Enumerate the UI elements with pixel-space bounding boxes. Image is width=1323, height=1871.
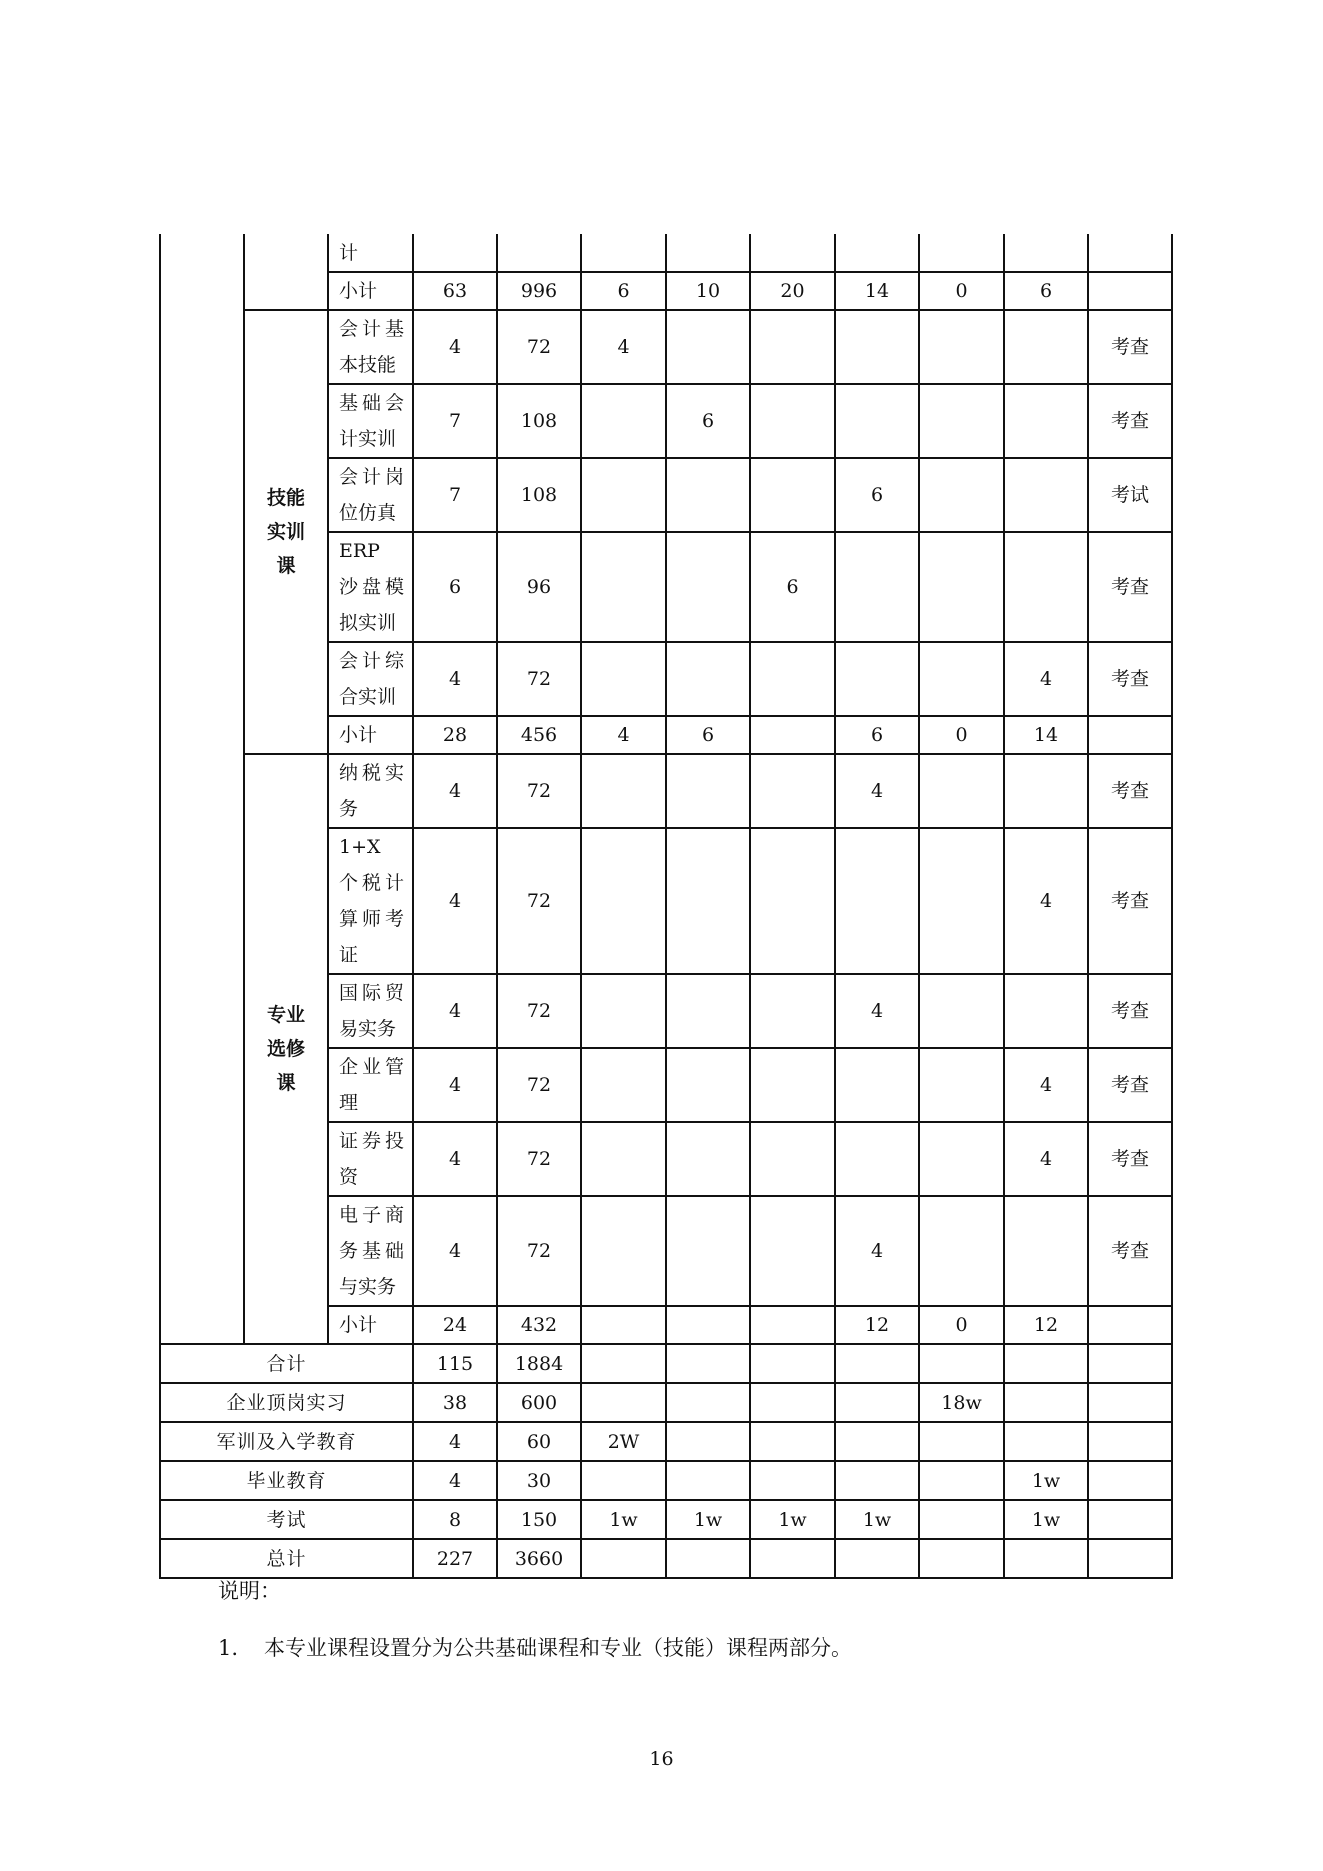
semester-1-cell: 6	[581, 272, 666, 310]
semester-3-cell	[750, 384, 835, 458]
summary-row	[160, 1500, 1172, 1539]
curriculum-table	[159, 234, 1173, 1579]
semester-1-cell	[581, 1306, 666, 1344]
semester-1-cell	[581, 642, 666, 716]
semester-4-cell: 4	[835, 974, 919, 1048]
hours-cell: 108	[497, 384, 581, 458]
credits-cell: 4	[413, 1422, 497, 1461]
credits-cell: 4	[413, 828, 497, 974]
category-cell-continued	[244, 234, 328, 310]
hours-cell: 150	[497, 1500, 581, 1539]
semester-1-cell: 4	[581, 716, 666, 754]
semester-5-cell	[919, 234, 1004, 272]
semester-5-cell	[919, 1048, 1004, 1122]
semester-5-cell	[919, 974, 1004, 1048]
semester-6-cell	[1004, 754, 1088, 828]
semester-6-cell: 1w	[1004, 1461, 1088, 1500]
assessment-cell	[1088, 716, 1172, 754]
semester-6-cell	[1004, 1383, 1088, 1422]
semester-2-cell	[666, 1539, 750, 1578]
hours-cell: 72	[497, 1048, 581, 1122]
credits-cell: 38	[413, 1383, 497, 1422]
semester-2-cell	[666, 234, 750, 272]
summary-row	[160, 1539, 1172, 1578]
semester-4-cell	[835, 1422, 919, 1461]
semester-2-cell	[666, 974, 750, 1048]
course-name: 电子商务基础与实务	[328, 1196, 413, 1306]
semester-3-cell: 6	[750, 532, 835, 642]
hours-cell: 600	[497, 1383, 581, 1422]
semester-5-cell	[919, 1500, 1004, 1539]
semester-3-cell	[750, 458, 835, 532]
semester-4-cell	[835, 1344, 919, 1383]
credits-cell: 24	[413, 1306, 497, 1344]
semester-5-cell: 0	[919, 1306, 1004, 1344]
semester-4-cell	[835, 642, 919, 716]
semester-6-cell	[1004, 234, 1088, 272]
assessment-cell	[1088, 1383, 1172, 1422]
hours-cell: 3660	[497, 1539, 581, 1578]
semester-1-cell	[581, 754, 666, 828]
semester-2-cell: 1w	[666, 1500, 750, 1539]
assessment-cell: 考试	[1088, 458, 1172, 532]
course-name: 国际贸易实务	[328, 974, 413, 1048]
semester-6-cell	[1004, 1196, 1088, 1306]
assessment-cell	[1088, 1422, 1172, 1461]
credits-cell: 4	[413, 1461, 497, 1500]
semester-4-cell	[835, 1461, 919, 1500]
note-text: 本专业课程设置分为公共基础课程和专业（技能）课程两部分。	[264, 1636, 852, 1660]
hours-cell: 60	[497, 1422, 581, 1461]
assessment-cell	[1088, 1539, 1172, 1578]
hours-cell: 72	[497, 974, 581, 1048]
course-name: 纳税实务	[328, 754, 413, 828]
semester-3-cell	[750, 1196, 835, 1306]
semester-5-cell	[919, 642, 1004, 716]
assessment-cell: 考查	[1088, 642, 1172, 716]
semester-4-cell	[835, 1048, 919, 1122]
credits-cell: 4	[413, 1196, 497, 1306]
semester-5-cell: 0	[919, 716, 1004, 754]
semester-4-cell: 1w	[835, 1500, 919, 1539]
hours-cell: 72	[497, 1122, 581, 1196]
semester-2-cell	[666, 1422, 750, 1461]
semester-2-cell	[666, 642, 750, 716]
semester-1-cell	[581, 1383, 666, 1422]
page-number: 16	[649, 1748, 674, 1770]
semester-3-cell	[750, 1122, 835, 1196]
semester-1-cell	[581, 1539, 666, 1578]
semester-2-cell: 10	[666, 272, 750, 310]
semester-4-cell: 4	[835, 1196, 919, 1306]
semester-4-cell	[835, 532, 919, 642]
semester-3-cell	[750, 234, 835, 272]
hours-cell: 72	[497, 828, 581, 974]
course-name: ERP 沙盘模拟实训	[328, 532, 413, 642]
assessment-cell: 考查	[1088, 1048, 1172, 1122]
semester-6-cell: 4	[1004, 1048, 1088, 1122]
summary-row	[160, 1344, 1172, 1383]
semester-1-cell	[581, 1461, 666, 1500]
semester-4-cell: 14	[835, 272, 919, 310]
outer-category-cell	[160, 234, 244, 1344]
semester-4-cell: 6	[835, 716, 919, 754]
semester-3-cell	[750, 1383, 835, 1422]
summary-label: 合计	[160, 1344, 413, 1383]
semester-3-cell	[750, 1461, 835, 1500]
semester-5-cell	[919, 1196, 1004, 1306]
assessment-cell: 考查	[1088, 1196, 1172, 1306]
semester-4-cell: 12	[835, 1306, 919, 1344]
semester-4-cell: 4	[835, 754, 919, 828]
semester-6-cell: 4	[1004, 642, 1088, 716]
semester-6-cell	[1004, 310, 1088, 384]
semester-3-cell	[750, 974, 835, 1048]
credits-cell: 227	[413, 1539, 497, 1578]
semester-1-cell: 2W	[581, 1422, 666, 1461]
category-skills-training	[244, 310, 328, 754]
semester-2-cell	[666, 754, 750, 828]
semester-3-cell	[750, 310, 835, 384]
assessment-cell	[1088, 272, 1172, 310]
semester-2-cell	[666, 1383, 750, 1422]
semester-4-cell	[835, 234, 919, 272]
course-name: 1+X 个税计算师考证	[328, 828, 413, 974]
credits-cell: 4	[413, 1122, 497, 1196]
table-row	[160, 310, 1172, 384]
credits-cell	[413, 234, 497, 272]
hours-cell: 30	[497, 1461, 581, 1500]
credits-cell: 8	[413, 1500, 497, 1539]
semester-3-cell	[750, 1306, 835, 1344]
table-row	[160, 754, 1172, 828]
summary-label: 总计	[160, 1539, 413, 1578]
category-label: 专业选修课	[267, 1004, 306, 1094]
semester-3-cell	[750, 828, 835, 974]
assessment-cell	[1088, 234, 1172, 272]
semester-3-cell	[750, 642, 835, 716]
semester-2-cell	[666, 1306, 750, 1344]
semester-4-cell	[835, 384, 919, 458]
semester-2-cell: 6	[666, 716, 750, 754]
assessment-cell: 考查	[1088, 754, 1172, 828]
semester-1-cell	[581, 828, 666, 974]
semester-5-cell	[919, 458, 1004, 532]
semester-1-cell	[581, 234, 666, 272]
course-name: 计	[328, 234, 413, 272]
semester-6-cell	[1004, 1422, 1088, 1461]
hours-cell: 72	[497, 754, 581, 828]
semester-4-cell	[835, 310, 919, 384]
semester-6-cell	[1004, 532, 1088, 642]
semester-6-cell	[1004, 1344, 1088, 1383]
course-name: 基础会计实训	[328, 384, 413, 458]
assessment-cell: 考查	[1088, 1122, 1172, 1196]
category-major-elective	[244, 754, 328, 1344]
semester-2-cell	[666, 1344, 750, 1383]
semester-4-cell	[835, 828, 919, 974]
semester-2-cell	[666, 310, 750, 384]
assessment-cell	[1088, 1344, 1172, 1383]
credits-cell: 7	[413, 384, 497, 458]
semester-4-cell	[835, 1383, 919, 1422]
semester-3-cell	[750, 754, 835, 828]
semester-3-cell	[750, 716, 835, 754]
semester-3-cell	[750, 1539, 835, 1578]
semester-1-cell	[581, 1122, 666, 1196]
semester-6-cell: 4	[1004, 1122, 1088, 1196]
hours-cell: 72	[497, 1196, 581, 1306]
hours-cell: 432	[497, 1306, 581, 1344]
summary-row	[160, 1461, 1172, 1500]
hours-cell	[497, 234, 581, 272]
summary-label: 军训及入学教育	[160, 1422, 413, 1461]
semester-5-cell: 18w	[919, 1383, 1004, 1422]
course-name: 会计岗位仿真	[328, 458, 413, 532]
semester-3-cell: 20	[750, 272, 835, 310]
credits-cell: 4	[413, 642, 497, 716]
semester-5-cell	[919, 828, 1004, 974]
course-name: 证券投资	[328, 1122, 413, 1196]
semester-5-cell	[919, 1422, 1004, 1461]
credits-cell: 115	[413, 1344, 497, 1383]
assessment-cell: 考查	[1088, 310, 1172, 384]
summary-row	[160, 1422, 1172, 1461]
course-name: 企业管理	[328, 1048, 413, 1122]
semester-2-cell: 6	[666, 384, 750, 458]
semester-6-cell	[1004, 1539, 1088, 1578]
assessment-cell: 考查	[1088, 532, 1172, 642]
semester-3-cell	[750, 1048, 835, 1122]
assessment-cell: 考查	[1088, 384, 1172, 458]
semester-1-cell	[581, 1344, 666, 1383]
semester-2-cell	[666, 1196, 750, 1306]
course-name: 小计	[328, 716, 413, 754]
semester-4-cell: 6	[835, 458, 919, 532]
hours-cell: 1884	[497, 1344, 581, 1383]
credits-cell: 4	[413, 974, 497, 1048]
semester-5-cell	[919, 754, 1004, 828]
semester-1-cell	[581, 458, 666, 532]
assessment-cell	[1088, 1306, 1172, 1344]
semester-4-cell	[835, 1122, 919, 1196]
hours-cell: 96	[497, 532, 581, 642]
credits-cell: 4	[413, 1048, 497, 1122]
semester-5-cell	[919, 532, 1004, 642]
note-number: 1.	[218, 1636, 239, 1660]
summary-row	[160, 1383, 1172, 1422]
summary-label: 企业顶岗实习	[160, 1383, 413, 1422]
credits-cell: 4	[413, 754, 497, 828]
semester-1-cell: 1w	[581, 1500, 666, 1539]
semester-5-cell	[919, 384, 1004, 458]
hours-cell: 72	[497, 310, 581, 384]
semester-2-cell	[666, 1461, 750, 1500]
credits-cell: 4	[413, 310, 497, 384]
credits-cell: 63	[413, 272, 497, 310]
semester-6-cell: 1w	[1004, 1500, 1088, 1539]
semester-1-cell	[581, 1196, 666, 1306]
semester-6-cell	[1004, 458, 1088, 532]
semester-5-cell: 0	[919, 272, 1004, 310]
semester-4-cell	[835, 1539, 919, 1578]
semester-2-cell	[666, 532, 750, 642]
note-item	[218, 1633, 852, 1663]
credits-cell: 7	[413, 458, 497, 532]
semester-2-cell	[666, 1048, 750, 1122]
semester-1-cell	[581, 532, 666, 642]
notes-heading: 说明：	[218, 1579, 281, 1603]
assessment-cell: 考查	[1088, 974, 1172, 1048]
hours-cell: 456	[497, 716, 581, 754]
summary-label: 毕业教育	[160, 1461, 413, 1500]
category-label: 技能实训课	[267, 487, 306, 577]
semester-5-cell	[919, 1539, 1004, 1578]
course-name: 小计	[328, 1306, 413, 1344]
semester-1-cell	[581, 974, 666, 1048]
semester-1-cell	[581, 384, 666, 458]
semester-5-cell	[919, 1461, 1004, 1500]
semester-5-cell	[919, 1344, 1004, 1383]
course-name: 小计	[328, 272, 413, 310]
semester-3-cell	[750, 1422, 835, 1461]
assessment-cell: 考查	[1088, 828, 1172, 974]
semester-3-cell: 1w	[750, 1500, 835, 1539]
semester-6-cell: 6	[1004, 272, 1088, 310]
table-row	[160, 234, 1172, 272]
semester-6-cell: 12	[1004, 1306, 1088, 1344]
assessment-cell	[1088, 1461, 1172, 1500]
semester-2-cell	[666, 828, 750, 974]
semester-6-cell	[1004, 384, 1088, 458]
semester-6-cell: 14	[1004, 716, 1088, 754]
credits-cell: 28	[413, 716, 497, 754]
notes-section	[218, 1576, 852, 1663]
course-name: 会计综合实训	[328, 642, 413, 716]
semester-5-cell	[919, 1122, 1004, 1196]
hours-cell: 72	[497, 642, 581, 716]
summary-label: 考试	[160, 1500, 413, 1539]
hours-cell: 108	[497, 458, 581, 532]
credits-cell: 6	[413, 532, 497, 642]
hours-cell: 996	[497, 272, 581, 310]
semester-1-cell	[581, 1048, 666, 1122]
semester-2-cell	[666, 458, 750, 532]
semester-3-cell	[750, 1344, 835, 1383]
semester-5-cell	[919, 310, 1004, 384]
semester-2-cell	[666, 1122, 750, 1196]
semester-1-cell: 4	[581, 310, 666, 384]
course-name: 会计基本技能	[328, 310, 413, 384]
assessment-cell	[1088, 1500, 1172, 1539]
semester-6-cell: 4	[1004, 828, 1088, 974]
semester-6-cell	[1004, 974, 1088, 1048]
